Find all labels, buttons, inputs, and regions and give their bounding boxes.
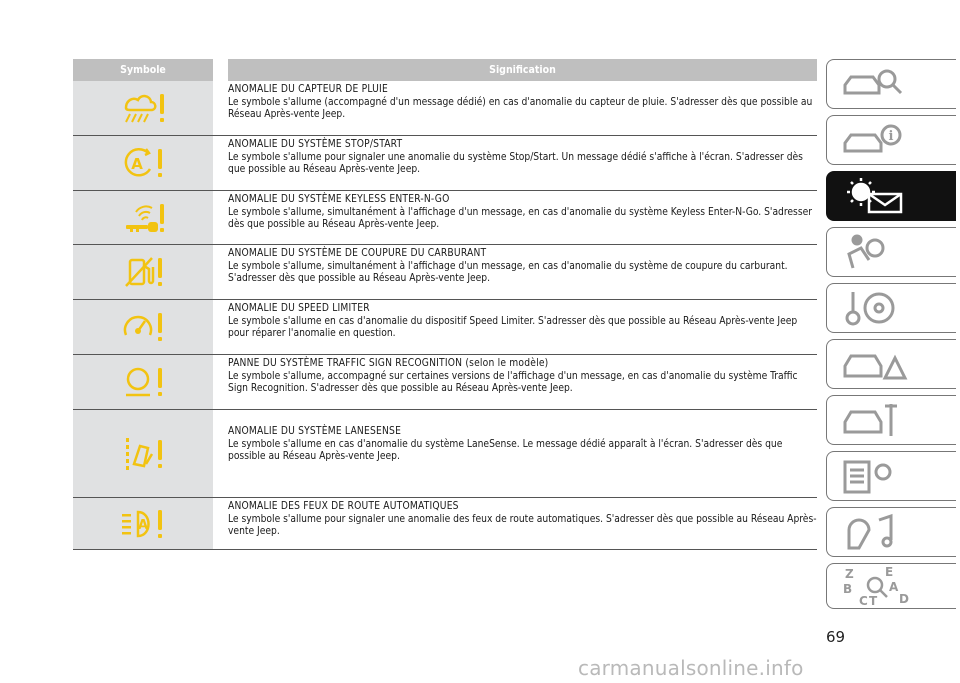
meaning-cell bbox=[213, 191, 817, 244]
tab-index[interactable] bbox=[826, 563, 956, 609]
rain-sensor-warning-icon bbox=[118, 90, 168, 126]
tab-warning-lights[interactable] bbox=[826, 171, 956, 221]
row-text: Le symbole s'allume en cas d'anomalie du système LaneSense. Le message dédié apparaît à l'écran. S'adresser dès que possible au Réseau Après-vente Jeep. bbox=[228, 438, 783, 463]
row-title: ANOMALIE DU CAPTEUR DE PLUIE bbox=[228, 84, 388, 95]
tab-maintenance[interactable] bbox=[826, 395, 956, 445]
index-letter: D bbox=[899, 592, 909, 606]
meaning-cell bbox=[213, 498, 817, 549]
speed-limiter-warning-icon bbox=[118, 309, 168, 345]
tab-safety[interactable] bbox=[826, 227, 956, 277]
page-number: 69 bbox=[826, 628, 846, 646]
meaning-cell bbox=[213, 81, 817, 135]
symbol-cell bbox=[73, 300, 213, 354]
key-steering-wheel-icon bbox=[839, 288, 909, 328]
stop-start-warning-icon bbox=[118, 145, 168, 181]
index-letter: Z bbox=[845, 567, 854, 581]
row-text: Le symbole s'allume en cas d'anomalie du dispositif Speed Limiter. S'adresser dès que possible au Réseau Après-vente Jeep pour réparer l'anomalie en question. bbox=[228, 315, 798, 340]
keyless-warning-icon bbox=[118, 200, 168, 236]
tab-car-search[interactable] bbox=[826, 59, 956, 109]
tab-starting-driving[interactable] bbox=[826, 283, 956, 333]
car-search-icon bbox=[839, 65, 909, 103]
index-letter: A bbox=[889, 580, 899, 594]
tab-technical-specs[interactable] bbox=[826, 451, 956, 501]
index-letter: C bbox=[859, 594, 868, 607]
tab-multimedia[interactable] bbox=[826, 507, 956, 557]
row-title: ANOMALIE DU SYSTÈME DE COUPURE DU CARBURANT bbox=[228, 248, 487, 259]
table-row bbox=[73, 410, 817, 498]
car-info-icon bbox=[839, 121, 909, 159]
meaning-cell bbox=[213, 410, 817, 497]
row-text: Le symbole s'allume, simultanément à l'affichage d'un message, en cas d'anomalie du système Keyless Enter-N-Go. S'adresser dès que possible au Réseau Après-vente Jeep. bbox=[228, 206, 813, 231]
warning-lights-table bbox=[73, 59, 817, 550]
row-title: ANOMALIE DU SYSTÈME STOP/START bbox=[228, 139, 403, 150]
symbol-cell bbox=[73, 355, 213, 409]
tab-emergency[interactable] bbox=[826, 339, 956, 389]
index-letter: B bbox=[843, 582, 853, 596]
row-text: Le symbole s'allume, accompagné sur certaines versions de l'affichage d'un message, en cas d'anomalie du système Traffic Sign Recognition. S'adresser dès que possible au Réseau Après-vente Jeep. bbox=[228, 370, 798, 395]
svg-text:A: A bbox=[131, 155, 143, 173]
car-wrench-icon bbox=[839, 400, 909, 440]
warning-light-message-icon bbox=[839, 176, 919, 216]
symbol-cell bbox=[73, 81, 213, 135]
header-meaning: Signification bbox=[489, 64, 556, 76]
car-breakdown-icon bbox=[839, 344, 909, 384]
header-gap bbox=[213, 59, 228, 81]
svg-text:i: i bbox=[888, 129, 894, 144]
meaning-cell bbox=[213, 245, 817, 299]
traffic-sign-warning-icon bbox=[118, 364, 168, 400]
symbol-cell bbox=[73, 410, 213, 497]
row-text: Le symbole s'allume, simultanément à l'affichage d'un message, en cas d'anomalie du système de coupure du carburant. S'adresser dès que possible au Réseau Après-vente Jeep. bbox=[228, 260, 788, 285]
table-row bbox=[73, 191, 817, 245]
symbol-cell bbox=[73, 245, 213, 299]
row-title: PANNE DU SYSTÈME TRAFFIC SIGN RECOGNITION (selon le modèle) bbox=[228, 358, 549, 369]
index-letter: E bbox=[885, 565, 894, 579]
symbol-cell bbox=[73, 191, 213, 244]
multimedia-icon bbox=[839, 512, 909, 552]
table-row bbox=[73, 355, 817, 410]
symbol-cell bbox=[73, 136, 213, 190]
tab-car-info[interactable] bbox=[826, 115, 956, 165]
row-text: Le symbole s'allume pour signaler une anomalie des feux de route automatiques. S'adresser dès que possible au Réseau Après-vente Jeep. bbox=[228, 513, 817, 538]
row-title: ANOMALIE DES FEUX DE ROUTE AUTOMATIQUES bbox=[228, 501, 459, 512]
meaning-cell bbox=[213, 136, 817, 190]
alphabetical-index-icon bbox=[839, 565, 919, 607]
meaning-cell bbox=[213, 300, 817, 354]
table-row bbox=[73, 300, 817, 355]
table-row bbox=[73, 136, 817, 191]
row-text: Le symbole s'allume (accompagné d'un message dédié) en cas d'anomalie du capteur de pluie. S'adresser dès que possible au Réseau Après-vente Jeep. bbox=[228, 96, 813, 121]
row-text: Le symbole s'allume pour signaler une anomalie du système Stop/Start. Un message dédié s'affiche à l'écran. S'adresser dès que possible au Réseau Après-vente Jeep. bbox=[228, 151, 803, 176]
symbol-cell bbox=[73, 498, 213, 549]
header-symbol: Symbole bbox=[120, 64, 166, 76]
row-title: ANOMALIE DU SPEED LIMITER bbox=[228, 303, 370, 314]
meaning-cell bbox=[213, 355, 817, 409]
table-header bbox=[73, 59, 817, 81]
row-title: ANOMALIE DU SYSTÈME KEYLESS ENTER-N-GO bbox=[228, 194, 450, 205]
row-title: ANOMALIE DU SYSTÈME LANESENSE bbox=[228, 426, 402, 437]
auto-high-beam-warning-icon bbox=[118, 506, 168, 542]
table-row bbox=[73, 498, 817, 550]
table-row bbox=[73, 245, 817, 300]
index-letter: T bbox=[869, 594, 878, 607]
table-row bbox=[73, 81, 817, 136]
fuel-cutoff-warning-icon bbox=[118, 254, 168, 290]
specs-gear-icon bbox=[839, 456, 909, 496]
watermark: carmanualsonline.info bbox=[578, 656, 804, 680]
svg-text:A: A bbox=[137, 517, 149, 533]
lanesense-warning-icon bbox=[118, 434, 168, 474]
airbag-seat-icon bbox=[839, 232, 909, 272]
